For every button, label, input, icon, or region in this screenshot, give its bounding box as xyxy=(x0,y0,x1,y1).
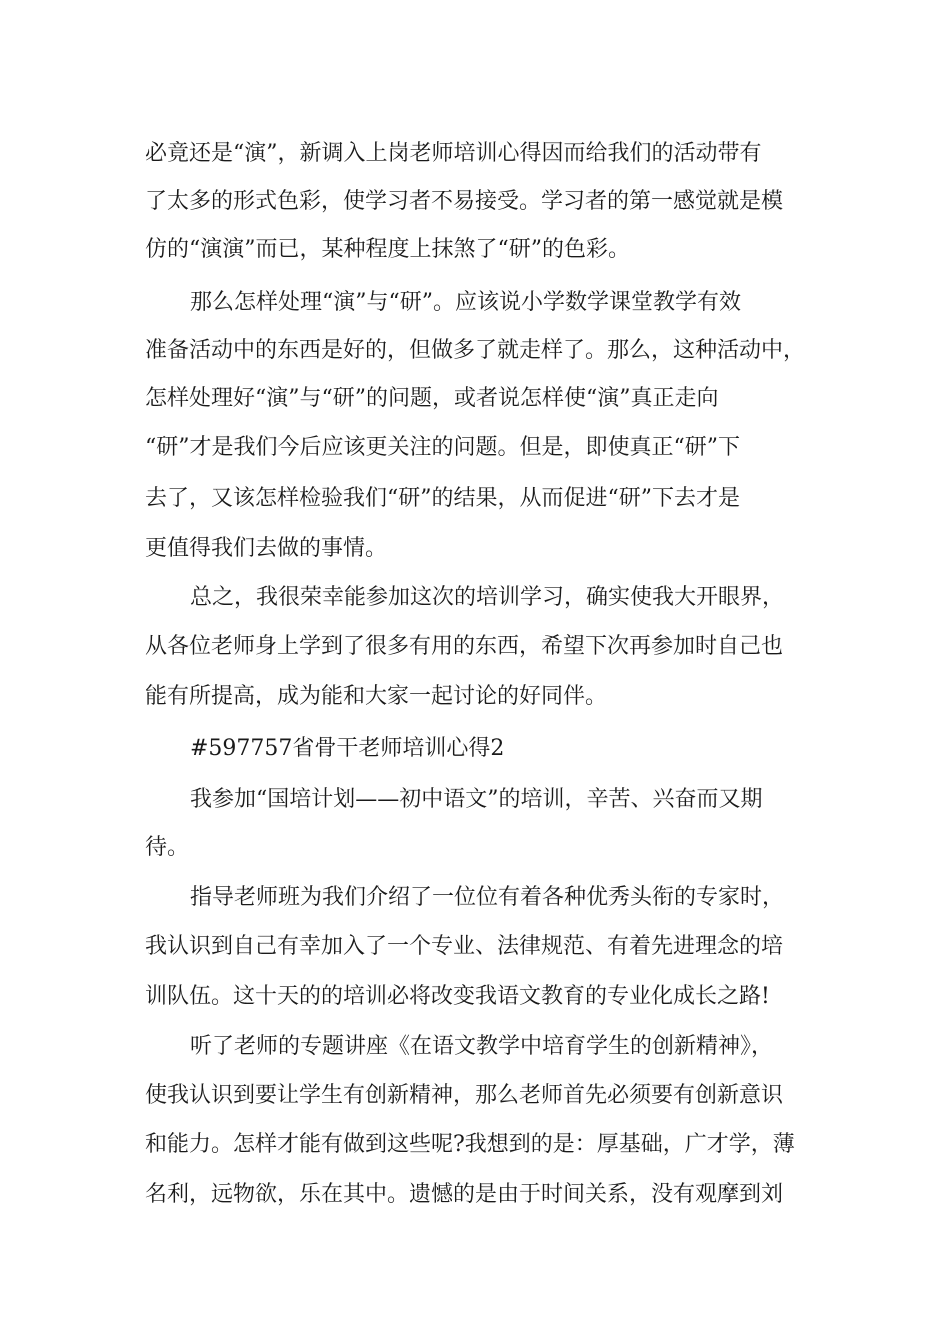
text-line: 仿的“演演”而已，某种程度上抹煞了“研”的色彩。 xyxy=(145,237,630,262)
text-line: 我认识到自己有幸加入了一个专业、法律规范、有着先进理念的培 xyxy=(145,934,784,959)
text-line: 能有所提高，成为能和大家一起讨论的好同伴。 xyxy=(145,684,608,709)
text-line: 指导老师班为我们介绍了一位位有着各种优秀头衔的专家时， xyxy=(190,885,785,910)
text-line: 必竟还是“演”，新调入上岗老师培训心得因而给我们的活动带有 xyxy=(145,141,762,166)
text-line: 去了，又该怎样检验我们“研”的结果，从而促进“研”下去才是 xyxy=(145,486,740,511)
text-line: 了太多的形式色彩，使学习者不易接受。学习者的第一感觉就是模 xyxy=(145,189,784,214)
text-line: 和能力。怎样才能有做到这些呢?我想到的是：厚基础，广才学，薄 xyxy=(145,1132,795,1157)
text-line: “研”才是我们今后应该更关注的问题。但是，即使真正“研”下 xyxy=(145,435,740,460)
text-line: 更值得我们去做的事情。 xyxy=(145,536,388,561)
text-line: 总之，我很荣幸能参加这次的培训学习，确实使我大开眼界， xyxy=(190,585,785,610)
text-line: 名利，远物欲，乐在其中。遗憾的是由于时间关系，没有观摩到刘 xyxy=(145,1182,784,1207)
text-line: 训队伍。这十天的的培训必将改变我语文教育的专业化成长之路! xyxy=(145,984,770,1009)
text-line: 使我认识到要让学生有创新精神，那么老师首先必须要有创新意识 xyxy=(145,1083,784,1108)
text-line: 从各位老师身上学到了很多有用的东西，希望下次再参加时自己也 xyxy=(145,634,784,659)
text-line: 那么怎样处理“演”与“研”。应该说小学数学课堂教学有效 xyxy=(190,290,741,315)
text-line: 我参加“国培计划——初中语文”的培训，辛苦、兴奋而又期 xyxy=(190,787,763,812)
text-line: 准备活动中的东西是好的，但做多了就走样了。那么，这种活动中， xyxy=(145,338,806,363)
text-line: 怎样处理好“演”与“研”的问题，或者说怎样使“演”真正走向 xyxy=(145,386,719,411)
section-heading: #597757省骨干老师培训心得2 xyxy=(190,736,505,761)
text-line: 听了老师的专题讲座《在语文教学中培育学生的创新精神》， xyxy=(190,1034,774,1059)
text-line: 待。 xyxy=(145,835,190,860)
